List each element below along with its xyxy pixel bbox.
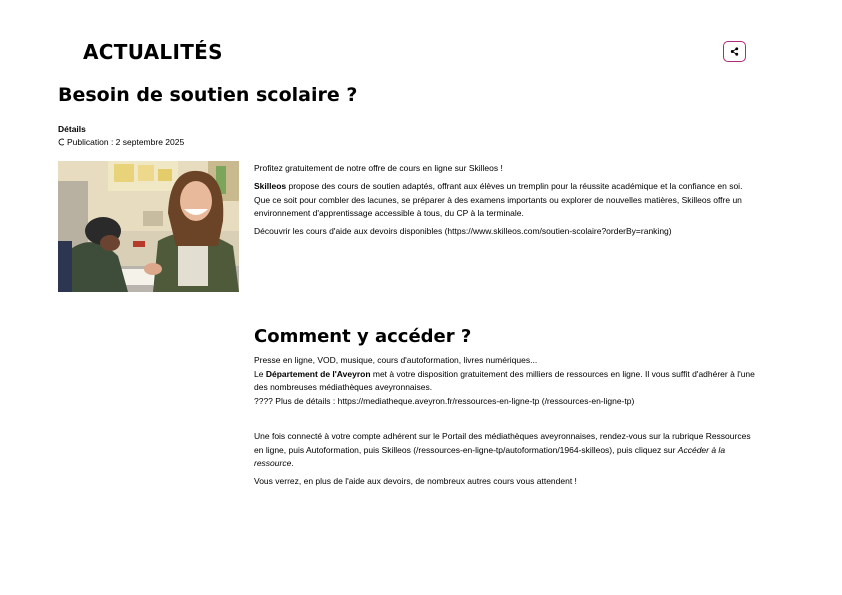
access-paragraph [254, 354, 755, 408]
para2-line1: Une fois connecté à votre compte adhérent sur le Portail des médiathèques aveyronnaises, rendez-vous sur la rubrique Ressources [254, 431, 751, 441]
section-title: ACTUALITÉS [83, 40, 223, 64]
departement-bold: Département de l'Aveyron [265, 368, 371, 379]
final-text: Vous verrez, en plus de l'aide aux devoirs, de nombreux autres cours vous attendent ! [254, 476, 577, 486]
clock-icon [58, 138, 65, 146]
share-icon [730, 47, 739, 56]
intro-text: Profitez gratuitement de notre offre de cours en ligne sur Skilleos ! [254, 163, 503, 173]
access-resource-link[interactable]: Accéder à la [677, 444, 726, 455]
resources-link[interactable]: https://mediatheque.aveyron.fr/ressources-en-ligne-tp (/ressources-en-ligne-tp) [337, 395, 635, 406]
connection-paragraph [254, 430, 751, 471]
skilleos-line2: Que ce soit pour combler des lacunes, se préparer à des examens importants ou explorer de nouvelles matières, Skilleos offre un [254, 194, 742, 205]
discover-paragraph [254, 225, 672, 239]
access-line3: des nombreuses médiathèques aveyronnaises. [254, 382, 433, 392]
access-title: Comment y accéder ? [254, 326, 472, 347]
access-line2-rest: met à votre disposition gratuitement des milliers de ressources en ligne. Il vous suffit d'adhérer à l'une [370, 368, 755, 379]
access-resource-link-cont[interactable]: ressource [254, 458, 292, 468]
publication-date [58, 137, 184, 147]
access-line4-prefix: ???? Plus de détails : [254, 395, 338, 406]
para2-line2: en ligne, puis Autoformation, puis Skilleos (/ressources-en-ligne-tp/autoformation/1964-skilleos), puis cliquez sur [254, 444, 678, 455]
article-title: Besoin de soutien scolaire ? [58, 84, 358, 106]
access-line1: Presse en ligne, VOD, musique, cours d'autoformation, livres numériques... [254, 355, 538, 365]
skilleos-bold: Skilleos [254, 181, 287, 191]
skilleos-description [254, 180, 742, 221]
para2-end: . [291, 458, 294, 468]
publication-text: Publication : 2 septembre 2025 [67, 137, 185, 147]
share-button[interactable] [723, 41, 746, 62]
article-photo [58, 161, 239, 292]
discover-courses-link[interactable]: Découvrir les cours d'aide aux devoirs disponibles (https://www.skilleos.com/soutien-scolaire?orderBy=ranking) [254, 226, 672, 236]
access-line2-prefix: Le [254, 368, 266, 379]
skilleos-line1: propose des cours de soutien adaptés, offrant aux élèves un tremplin pour la réussite académique et la confiance en soi. [286, 181, 743, 191]
skilleos-line3: environnement d'apprentissage accessible à tous, du CP à la terminale. [254, 208, 524, 218]
details-label: Détails [58, 124, 86, 134]
